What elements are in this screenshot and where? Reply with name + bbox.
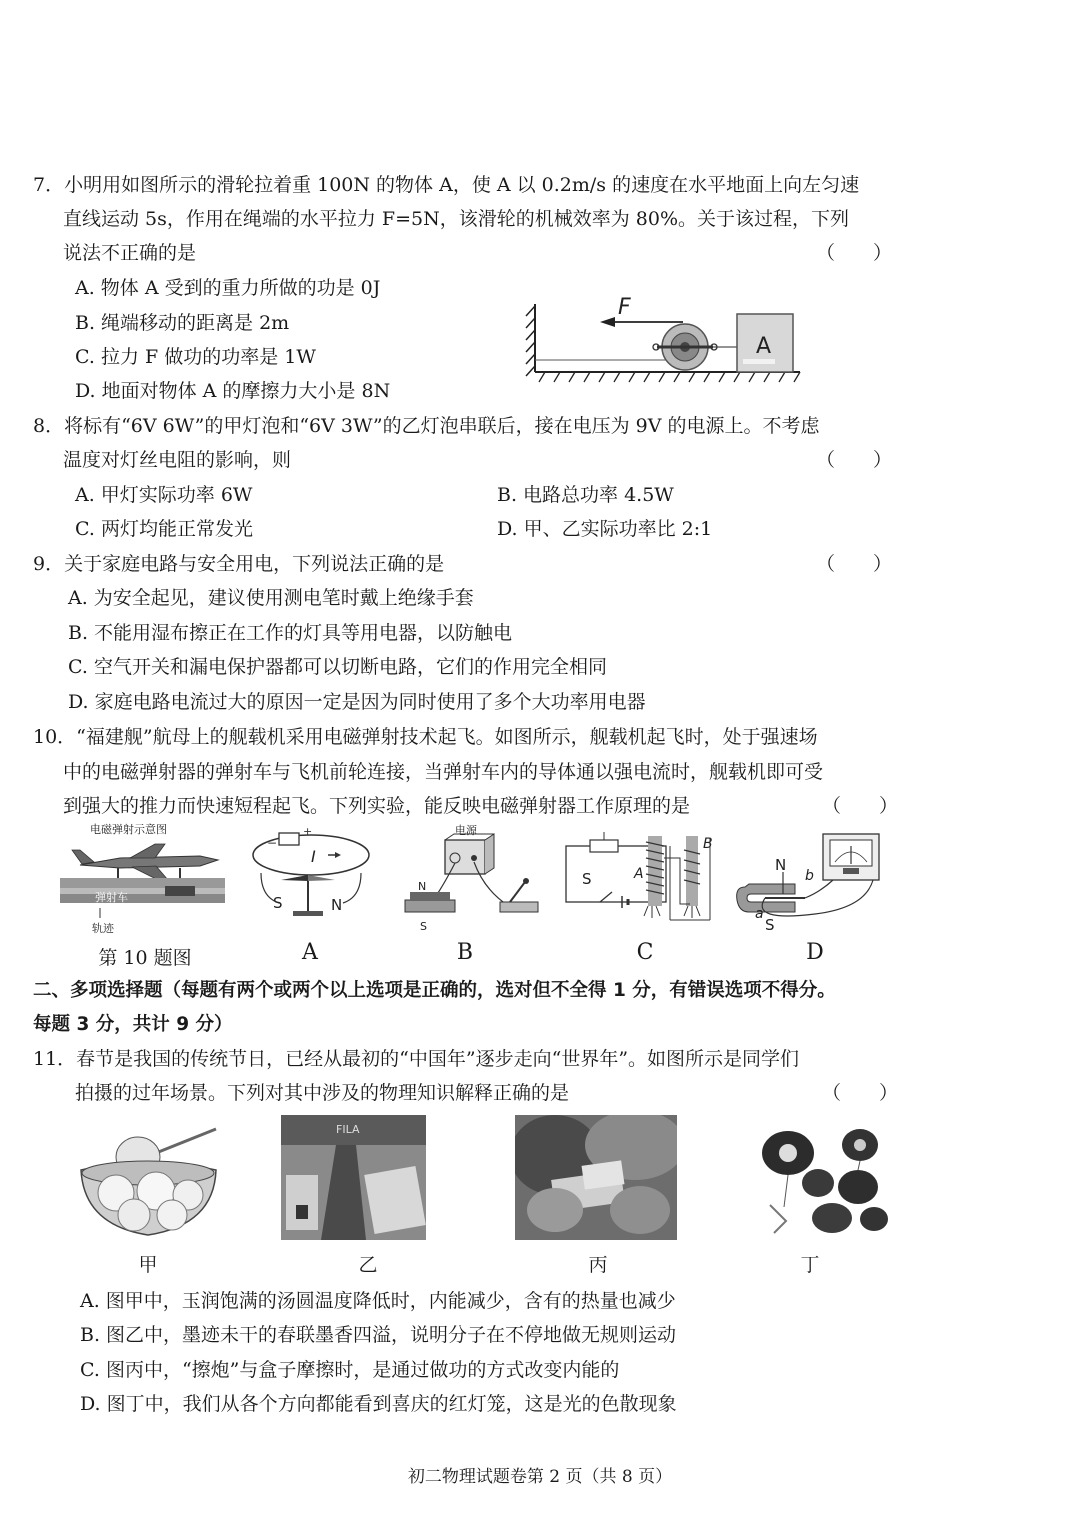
q10-c-a-label: A — [634, 866, 644, 882]
q10-d-s-label: S — [765, 916, 775, 932]
q7-stem-line1: 7．小明用如图所示的滑轮拉着重 100N 的物体 A，使 A 以 0.2m/s 的速度在水平地面上向左匀速 — [33, 174, 860, 196]
svg-text:−: − — [267, 836, 278, 850]
q10-option-c-caption: C — [636, 940, 654, 965]
q11-photo-jia — [76, 1115, 221, 1240]
q10-b-n-label: N — [418, 880, 427, 893]
q11-caption-jia: 甲 — [138, 1254, 158, 1276]
q8-option-c: C. 两灯均能正常发光 — [75, 518, 253, 540]
q9-answer-bracket: （ ） — [816, 553, 893, 575]
q8-stem-line2: 温度对灯丝电阻的影响，则 — [63, 449, 292, 471]
q10-b-source-label: 电源 — [455, 824, 477, 837]
q10-c-switch-label: S — [582, 870, 592, 888]
q11-option-b: B. 图乙中，墨迹未干的春联墨香四溢，说明分子在不停地做无规则运动 — [80, 1324, 677, 1346]
q11-photo-ding — [750, 1115, 890, 1240]
q10-option-b-figure — [400, 822, 545, 934]
q10-figure-caption: 第 10 题图 — [98, 947, 192, 969]
q9-option-b: B. 不能用湿布擦正在工作的灯具等用电器，以防触电 — [68, 622, 513, 644]
q10-d-n-label: N — [775, 856, 787, 874]
q10-stem-line1: 10．“福建舰”航母上的舰载机采用电磁弹射技术起飞。如图所示，舰载机起飞时，处于强速场 — [33, 726, 818, 748]
q9-option-d: D. 家庭电路电流过大的原因一定是因为同时使用了多个大功率用电器 — [68, 691, 646, 713]
q7-force-label: F — [618, 295, 631, 320]
q7-block-label: A — [756, 334, 772, 359]
q11-answer-bracket: （ ） — [822, 1082, 899, 1104]
q11-option-d: D. 图丁中，我们从各个方向都能看到喜庆的红灯笼，这是光的色散现象 — [80, 1393, 677, 1415]
q9-option-a: A. 为安全起见，建议使用测电笔时戴上绝缘手套 — [68, 587, 474, 609]
q10-catapult-title: 电磁弹射示意图 — [90, 823, 167, 836]
q10-stem-line3: 到强大的推力而快速短程起飞。下列实验，能反映电磁弹射器工作原理的是 — [63, 795, 691, 817]
q10-option-b-caption: B — [456, 940, 474, 965]
q10-track-label: 轨迹 — [92, 922, 114, 935]
q8-option-a: A. 甲灯实际功率 6W — [75, 484, 253, 506]
q11-option-c: C. 图丙中，“擦炮”与盒子摩擦时，是通过做功的方式改变内能的 — [80, 1359, 620, 1381]
q11-photo-bing — [515, 1115, 677, 1240]
q11-caption-yi: 乙 — [358, 1254, 378, 1276]
q11-photo-yi-text: FILA — [336, 1123, 360, 1136]
q10-option-d-caption: D — [806, 940, 824, 965]
q7-answer-bracket: （ ） — [816, 242, 893, 264]
q10-b-s-label: S — [420, 920, 427, 933]
q10-catapult-figure — [60, 820, 230, 940]
q11-stem-line2: 拍摄的过年场景。下列对其中涉及的物理知识解释正确的是 — [75, 1082, 570, 1104]
q7-pulley-figure — [515, 292, 805, 397]
q10-a-n-label: N — [331, 896, 343, 914]
q7-option-d: D. 地面对物体 A 的摩擦力大小是 8N — [75, 380, 391, 402]
q10-stem-line2: 中的电磁弹射器的弹射车与飞机前轮连接，当弹射车内的导体通以强电流时，舰载机即可受 — [63, 761, 824, 783]
q8-stem-line1: 8．将标有“6V 6W”的甲灯泡和“6V 3W”的乙灯泡串联后，接在电压为 9V 的电源上。不考虑 — [33, 415, 820, 437]
q10-a-current-label: I — [311, 847, 316, 866]
q9-option-c: C. 空气开关和漏电保护器都可以切断电路，它们的作用完全相同 — [68, 656, 607, 678]
q9-stem-line1: 9．关于家庭电路与安全用电，下列说法正确的是 — [33, 553, 445, 575]
q10-d-b-label: b — [805, 868, 814, 884]
q7-option-c: C. 拉力 F 做功的功率是 1W — [75, 346, 316, 368]
q11-option-a: A. 图甲中，玉润饱满的汤圆温度降低时，内能减少，含有的热量也减少 — [80, 1290, 676, 1312]
section2-heading-line1: 二、多项选择题（每题有两个或两个以上选项是正确的，选对但不全得 1 分，有错误选项不得分。 — [33, 980, 836, 1001]
q10-answer-bracket: （ ） — [822, 795, 899, 817]
q7-option-a: A. 物体 A 受到的重力所做的功是 0J — [75, 277, 381, 299]
q7-option-b: B. 绳端移动的距离是 2m — [75, 312, 290, 334]
section2-heading-line2: 每题 3 分，共计 9 分） — [33, 1014, 233, 1035]
svg-text:+: + — [303, 825, 313, 838]
q8-option-b: B. 电路总功率 4.5W — [497, 484, 674, 506]
page-footer: 初二物理试题卷第 2 页（共 8 页） — [407, 1467, 673, 1487]
q10-cart-label: 弹射车 — [95, 891, 128, 904]
q10-option-a-figure — [243, 825, 378, 935]
q8-option-d: D. 甲、乙实际功率比 2:1 — [497, 518, 713, 540]
q11-caption-bing: 丙 — [588, 1254, 608, 1276]
q11-caption-ding: 丁 — [800, 1254, 820, 1276]
q7-stem-line2: 直线运动 5s，作用在绳端的水平拉力 F=5N，该滑轮的机械效率为 80%。关于该过程，下列 — [63, 208, 850, 230]
q10-option-d-figure — [735, 832, 885, 932]
q7-stem-line3: 说法不正确的是 — [63, 242, 197, 264]
q10-d-a-label: a — [755, 906, 764, 922]
q10-option-c-figure — [560, 828, 720, 928]
q8-answer-bracket: （ ） — [816, 449, 893, 471]
q10-option-a-caption: A — [302, 940, 318, 965]
q10-a-s-label: S — [273, 894, 283, 912]
q10-c-b-label: B — [703, 836, 713, 852]
q11-stem-line1: 11．春节是我国的传统节日，已经从最初的“中国年”逐步走向“世界年”。如图所示是同学们 — [33, 1048, 800, 1070]
q11-photo-yi — [281, 1115, 426, 1240]
